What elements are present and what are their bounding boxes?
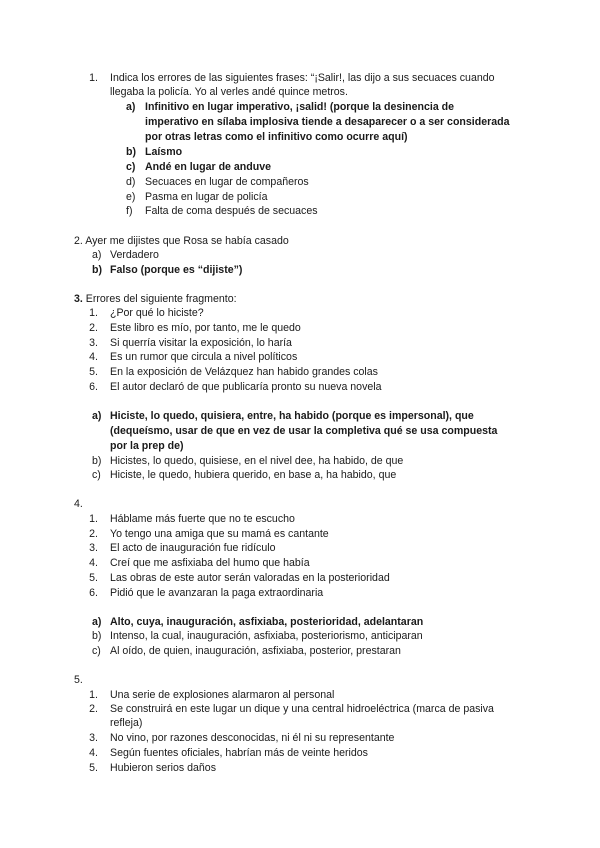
q4-number: 4. [74,498,83,510]
q1-option-e-letter: e) [126,191,136,203]
q3-item6-number: 6. [89,381,98,393]
q1-option-c-letter: c) [126,161,136,173]
q3-item3-text: Si querría visitar la exposición, lo haría [110,337,292,349]
q4-item6-number: 6. [89,587,98,599]
q4-item3-text: El acto de inauguración fue ridículo [110,542,276,554]
q1-option-f-letter: f) [126,205,133,217]
q1-option-d-text: Secuaces en lugar de compañeros [145,176,309,188]
q1-option-e-text: Pasma en lugar de policía [145,191,268,203]
q1-number: 1. [89,72,98,84]
q4-item4-text: Creí que me asfixiaba del humo que había [110,557,310,569]
q4-item1-text: Háblame más fuerte que no te escucho [110,513,295,525]
q3-option-a-line1: Hiciste, lo quedo, quisiera, entre, ha habido (porque es impersonal), que [110,410,474,422]
q3-option-c-text: Hiciste, le quedo, hubiera querido, en base a, ha habido, que [110,469,397,481]
q1-option-a-line2: imperativo en sílaba implosiva tiende a desaparecer o a ser considerada [145,116,510,128]
q3-option-a-letter: a) [92,410,102,422]
q1-option-d-letter: d) [126,176,136,188]
q5-item4-text: Según fuentes oficiales, habrían más de veinte heridos [110,747,368,759]
q4-item6-text: Pidió que le avanzaran la paga extraordinaria [110,587,324,599]
q1-prompt-line2: llegaba la policía. Yo al verles andé quince metros. [110,86,348,98]
q1-option-a-letter: a) [126,101,136,113]
q5-item2-number: 2. [89,703,98,715]
q5-item2-line2: refleja) [110,717,143,729]
q1-option-a-line3: por otras letras como el infinitivo como ocurre aquí) [145,131,408,143]
q3-item6-text: El autor declaró de que publicaría pronto su nueva novela [110,381,382,393]
q3-item1-text: ¿Por qué lo hiciste? [110,307,204,319]
q3-option-a-line3: por la prep de) [110,440,184,452]
q3-item2-text: Este libro es mío, por tanto, me le quedo [110,322,301,334]
q4-item3-number: 3. [89,542,98,554]
q1-option-b-letter: b) [126,146,136,158]
q2-option-a-letter: a) [92,249,102,261]
q1-option-b-text: Laísmo [145,146,183,158]
q4-item1-number: 1. [89,513,98,525]
q4-item5-text: Las obras de este autor serán valoradas en la posterioridad [110,572,390,584]
q5-number: 5. [74,674,83,686]
q5-item2-line1: Se construirá en este lugar un dique y una central hidroeléctrica (marca de pasiva [110,703,494,715]
q1-option-c-text: Andé en lugar de anduve [145,161,271,173]
q3-item4-text: Es un rumor que circula a nivel políticos [110,351,298,363]
q3-item4-number: 4. [89,351,98,363]
q4-option-a-text: Alto, cuya, inauguración, asfixiaba, posterioridad, adelantaran [110,616,424,628]
q3-item5-text: En la exposición de Velázquez han habido grandes colas [110,366,378,378]
q4-item2-number: 2. [89,528,98,540]
q3-item3-number: 3. [89,337,98,349]
q5-item1-number: 1. [89,689,98,701]
q5-item5-number: 5. [89,762,98,774]
q2-prompt: 2. Ayer me dijistes que Rosa se había casado [74,235,289,247]
q4-option-c-letter: c) [92,645,101,657]
q4-option-b-text: Intenso, la cual, inauguración, asfixiaba, posteriorismo, anticiparan [110,630,423,642]
q3-prompt: Errores del siguiente fragmento: [82,293,237,305]
q5-item5-text: Hubieron serios daños [110,762,216,774]
q1-prompt-line1: Indica los errores de las siguientes frases: “¡Salir!, las dijo a sus secuaces cuando [110,72,495,84]
q1-option-f-text: Falta de coma después de secuaces [145,205,318,217]
q3-number: 3. [74,293,83,305]
q5-item3-number: 3. [89,732,98,744]
q4-item4-number: 4. [89,557,98,569]
q3-option-b-text: Hicistes, lo quedo, quisiese, en el nivel dee, ha habido, de que [110,455,404,467]
q3-heading [74,292,237,307]
q3-option-c-letter: c) [92,469,101,481]
q3-item2-number: 2. [89,322,98,334]
q4-item2-text: Yo tengo una amiga que su mamá es cantante [110,528,329,540]
q3-item1-number: 1. [89,307,98,319]
q4-option-a-letter: a) [92,616,102,628]
q2-option-a-text: Verdadero [110,249,159,261]
q3-option-a-line2: (dequeísmo, usar de que en vez de usar la completiva qué se usa compuesta [110,425,498,437]
q3-item5-number: 5. [89,366,98,378]
q4-option-b-letter: b) [92,630,102,642]
q4-option-c-text: Al oído, de quien, inauguración, asfixiaba, posterior, prestaran [110,645,401,657]
q1-option-a-line1: Infinitivo en lugar imperativo, ¡salid! (porque la desinencia de [145,101,455,113]
q3-option-b-letter: b) [92,455,102,467]
q4-item5-number: 5. [89,572,98,584]
q2-option-b-text: Falso (porque es “dijiste”) [110,264,243,276]
q5-item1-text: Una serie de explosiones alarmaron al personal [110,689,335,701]
q5-item4-number: 4. [89,747,98,759]
q5-item3-text: No vino, por razones desconocidas, ni él ni su representante [110,732,395,744]
q2-option-b-letter: b) [92,264,102,276]
